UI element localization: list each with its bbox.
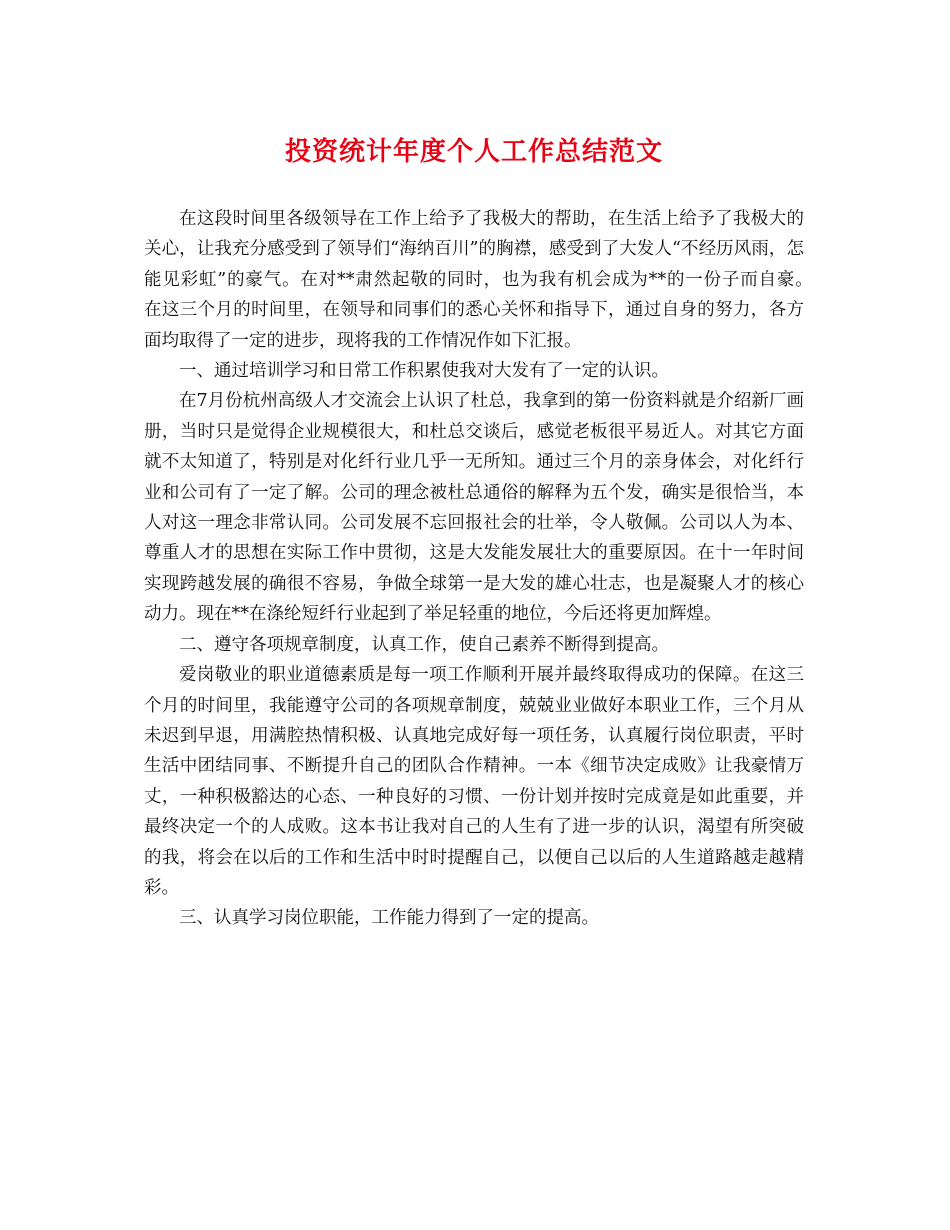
section-heading-2: 二、遵守各项规章制度，认真工作，使自己素养不断得到提高。 [179, 634, 669, 655]
document-body [144, 204, 822, 934]
paragraph-section-2: 爱岗敬业的职业道德素质是每一项工作顺利开展并最终取得成功的保障。在这三个月的时间里，我能遵守公司的各项规章制度，兢兢业业做好本职业工作，三个月从未迟到早退，用满腔热情积极、认真地完成好每一项任务，认真履行岗位职责，平时生活中团结同事、不断提升自己的团队合作精神。一本《细节决定成败》让我豪情万丈，一种积极豁达的心态、一种良好的习惯、一份计划并按时完成竟是如此重要，并最终决定一个的人成败。这本书让我对自己的人生有了进一步的认识，渴望有所突破的我，将会在以后的工作和生活中时时提醒自己，以便自己以后的人生道路越走越精彩。 [144, 665, 804, 898]
section-heading-3: 三、认真学习岗位职能，工作能力得到了一定的提高。 [179, 908, 599, 929]
section-heading-1: 一、通过培训学习和日常工作积累使我对大发有了一定的认识。 [179, 361, 669, 382]
paragraph-section-1: 在7月份杭州高级人才交流会上认识了杜总，我拿到的第一份资料就是介绍新厂画册，当时只是觉得企业规模很大，和杜总交谈后，感觉老板很平易近人。对其它方面就不太知道了，特别是对化纤行业几乎一无所知。通过三个月的亲身体会，对化纤行业和公司有了一定了解。公司的理念被杜总通俗的解释为五个发，确实是很恰当，本人对这一理念非常认同。公司发展不忘回报社会的壮举，令人敬佩。公司以人为本、尊重人才的思想在实际工作中贯彻，这是大发能发展壮大的重要原因。在十一年时间实现跨越发展的确很不容易，争做全球第一是大发的雄心壮志，也是凝聚人才的核心动力。现在**在涤纶短纤行业起到了举足轻重的地位，今后还将更加辉煌。 [144, 391, 804, 625]
document-title: 投资统计年度个人工作总结范文 [284, 137, 663, 167]
paragraph-intro: 在这段时间里各级领导在工作上给予了我极大的帮助，在生活上给予了我极大的关心，让我充分感受到了领导们“海纳百川”的胸襟，感受到了大发人“不经历风雨，怎能见彩虹”的豪气。在对**肃然起敬的同时，也为我有机会成为**的一份子而自豪。 在这三个月的时间里，在领导和同事们的悉心关怀和指导下，通过自身的努力，各方面均取得了一定的进步，现将我的工作情况作如下汇报。 [144, 209, 822, 351]
